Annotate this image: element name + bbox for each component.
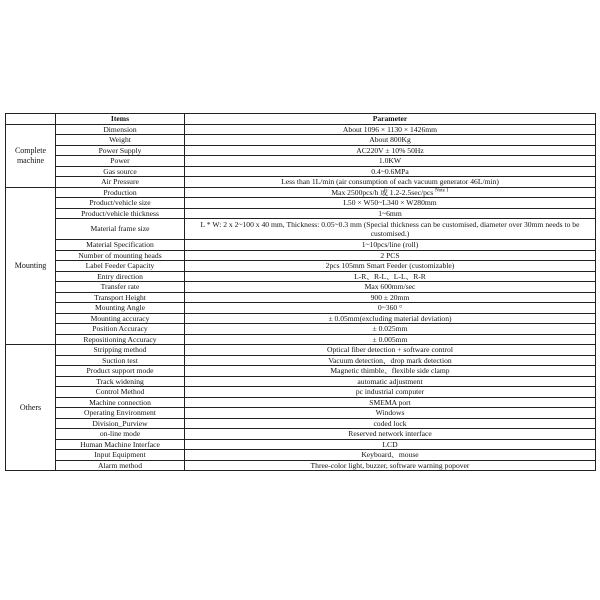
- parameter-value: 0~360 °: [377, 303, 403, 313]
- parameter-cell: [185, 166, 596, 177]
- item-cell: Dimension: [56, 124, 185, 135]
- parameter-value: About 1096 × 1130 × 1426mm: [342, 124, 438, 134]
- parameter-cell: [185, 324, 596, 335]
- item-cell: Stripping method: [56, 345, 185, 356]
- group-label: Complete machine: [6, 124, 56, 187]
- item-cell: Division_Purview: [56, 418, 185, 429]
- item-cell: Track widening: [56, 376, 185, 387]
- table-row: [6, 187, 596, 198]
- table-row: [6, 177, 596, 188]
- parameter-value: 900 ± 20mm: [370, 292, 410, 302]
- table-row: [6, 355, 596, 366]
- table-row: [6, 313, 596, 324]
- table-row: [6, 261, 596, 272]
- item-cell: Number of mounting heads: [56, 250, 185, 261]
- parameter-value: L * W: 2 x 2~100 x 40 mm, Thickness: 0.05~0.3 mm (Special thickness can be customised, diameter over 30mm needs to be customised.): [200, 220, 580, 238]
- parameter-value: Keyboard、mouse: [361, 450, 419, 460]
- parameter-value: pc industrial computer: [355, 387, 425, 397]
- item-cell: Material frame size: [56, 219, 185, 240]
- item-cell: Production: [56, 187, 185, 198]
- parameter-cell: [185, 355, 596, 366]
- parameter-cell: [185, 408, 596, 419]
- parameter-value: AC220V ± 10% 50Hz: [356, 145, 424, 155]
- item-cell: Human Machine Interface: [56, 439, 185, 450]
- table-row: [6, 460, 596, 471]
- parameter-value: LCD: [382, 439, 398, 449]
- parameter-cell: [185, 313, 596, 324]
- parameter-cell: [185, 376, 596, 387]
- table-row: [6, 397, 596, 408]
- parameter-cell: [185, 240, 596, 251]
- parameter-value: L50 × W50~L340 × W280mm: [343, 198, 437, 208]
- parameter-cell: [185, 124, 596, 135]
- parameter-value: Optical fiber detection + software control: [327, 345, 453, 355]
- table-row: [6, 334, 596, 345]
- parameter-value: Less than 1L/min (air consumption of each vacuum generator 46L/min): [281, 177, 499, 187]
- table-row: [6, 408, 596, 419]
- parameter-value: SMEMA port: [369, 397, 411, 407]
- parameter-value: Magnetic thimble、flexible side clamp: [330, 366, 450, 376]
- item-cell: Machine connection: [56, 397, 185, 408]
- table-row: [6, 198, 596, 209]
- item-cell: Power Supply: [56, 145, 185, 156]
- item-cell: Transfer rate: [56, 282, 185, 293]
- parameter-value: coded lock: [373, 418, 407, 428]
- table-row: [6, 282, 596, 293]
- parameter-cell: [185, 450, 596, 461]
- table-row: [6, 145, 596, 156]
- parameter-value: L-R、R-L、L-L、R-R: [354, 271, 426, 281]
- group-label: Others: [6, 345, 56, 471]
- parameter-cell: [185, 397, 596, 408]
- parameter-cell: [185, 271, 596, 282]
- item-cell: Gas source: [56, 166, 185, 177]
- parameter-cell: [185, 345, 596, 356]
- table-row: [6, 450, 596, 461]
- item-cell: Repositioning Accuracy: [56, 334, 185, 345]
- parameter-value: 1~10pcs/line (roll): [361, 240, 419, 250]
- parameter-value: Reserved network interface: [348, 429, 432, 439]
- parameter-cell: [185, 187, 596, 198]
- parameter-cell: [185, 460, 596, 471]
- table-row: [6, 303, 596, 314]
- table-row: [6, 250, 596, 261]
- table-row: [6, 208, 596, 219]
- parameter-value: 0.4~0.6MPa: [371, 166, 409, 176]
- item-cell: Suction test: [56, 355, 185, 366]
- table-row: [6, 366, 596, 377]
- parameter-note: Note 1: [435, 188, 449, 194]
- parameter-cell: [185, 250, 596, 261]
- parameter-cell: [185, 387, 596, 398]
- table-row: [6, 429, 596, 440]
- parameter-value: Max 600mm/sec: [364, 282, 416, 292]
- item-cell: Product/vehicle size: [56, 198, 185, 209]
- header-items: Items: [56, 114, 185, 125]
- table-row: [6, 345, 596, 356]
- item-cell: Mounting accuracy: [56, 313, 185, 324]
- parameter-cell: [185, 219, 596, 240]
- parameter-cell: [185, 177, 596, 188]
- table-row: [6, 219, 596, 240]
- header-group-cell: [6, 114, 56, 125]
- parameter-value: ± 0.05mm(excluding material deviation): [328, 313, 452, 323]
- table-row: [6, 418, 596, 429]
- parameter-value: 2pcs 105mm Smart Feeder (customizable): [325, 261, 455, 271]
- header-row: [6, 114, 596, 125]
- parameter-cell: [185, 208, 596, 219]
- table-row: [6, 324, 596, 335]
- parameter-cell: [185, 156, 596, 167]
- parameter-cell: [185, 429, 596, 440]
- table-row: [6, 166, 596, 177]
- item-cell: Input Equipment: [56, 450, 185, 461]
- item-cell: Power: [56, 156, 185, 167]
- item-cell: Air Pressure: [56, 177, 185, 188]
- spec-body: [6, 124, 596, 471]
- item-cell: Mounting Angle: [56, 303, 185, 314]
- item-cell: on-line mode: [56, 429, 185, 440]
- parameter-cell: [185, 135, 596, 146]
- item-cell: Entry direction: [56, 271, 185, 282]
- item-cell: Operating Environment: [56, 408, 185, 419]
- item-cell: Transport Height: [56, 292, 185, 303]
- item-cell: Product support mode: [56, 366, 185, 377]
- item-cell: Product/vehicle thickness: [56, 208, 185, 219]
- parameter-cell: [185, 418, 596, 429]
- parameter-value: Windows: [375, 408, 405, 418]
- table-row: [6, 292, 596, 303]
- parameter-cell: [185, 261, 596, 272]
- parameter-cell: [185, 145, 596, 156]
- parameter-cell: [185, 366, 596, 377]
- parameter-value: About 800Kg: [369, 135, 411, 145]
- parameter-cell: [185, 334, 596, 345]
- parameter-cell: [185, 303, 596, 314]
- table-row: [6, 271, 596, 282]
- parameter-value: 1.0KW: [378, 156, 402, 166]
- table-row: [6, 240, 596, 251]
- parameter-value: 1~6mm: [378, 208, 402, 218]
- table-row: [6, 124, 596, 135]
- item-cell: Control Method: [56, 387, 185, 398]
- parameter-cell: [185, 282, 596, 293]
- header-parameter: Parameter: [185, 114, 596, 125]
- parameter-value: Vacuum detection、drop mark detection: [328, 355, 452, 365]
- item-cell: Weight: [56, 135, 185, 146]
- parameter-value: automatic adjustment: [357, 376, 423, 386]
- table-row: [6, 387, 596, 398]
- table-row: [6, 156, 596, 167]
- parameter-value: 2 PCS: [380, 250, 400, 260]
- spec-table: [5, 113, 596, 471]
- item-cell: Material Specification: [56, 240, 185, 251]
- table-row: [6, 439, 596, 450]
- item-cell: Position Accuracy: [56, 324, 185, 335]
- item-cell: Alarm method: [56, 460, 185, 471]
- group-label: Mounting: [6, 187, 56, 345]
- parameter-value: Three-color light, buzzer, software warning popover: [310, 460, 470, 470]
- table-row: [6, 135, 596, 146]
- item-cell: Label Feeder Capacity: [56, 261, 185, 272]
- parameter-value: Max 2500pcs/h 或 1.2-2.5sec/pcs: [331, 187, 434, 197]
- parameter-cell: [185, 292, 596, 303]
- parameter-value: ± 0.025mm: [372, 324, 408, 334]
- table-row: [6, 376, 596, 387]
- parameter-value: ± 0.005mm: [372, 334, 408, 344]
- parameter-cell: [185, 198, 596, 209]
- parameter-cell: [185, 439, 596, 450]
